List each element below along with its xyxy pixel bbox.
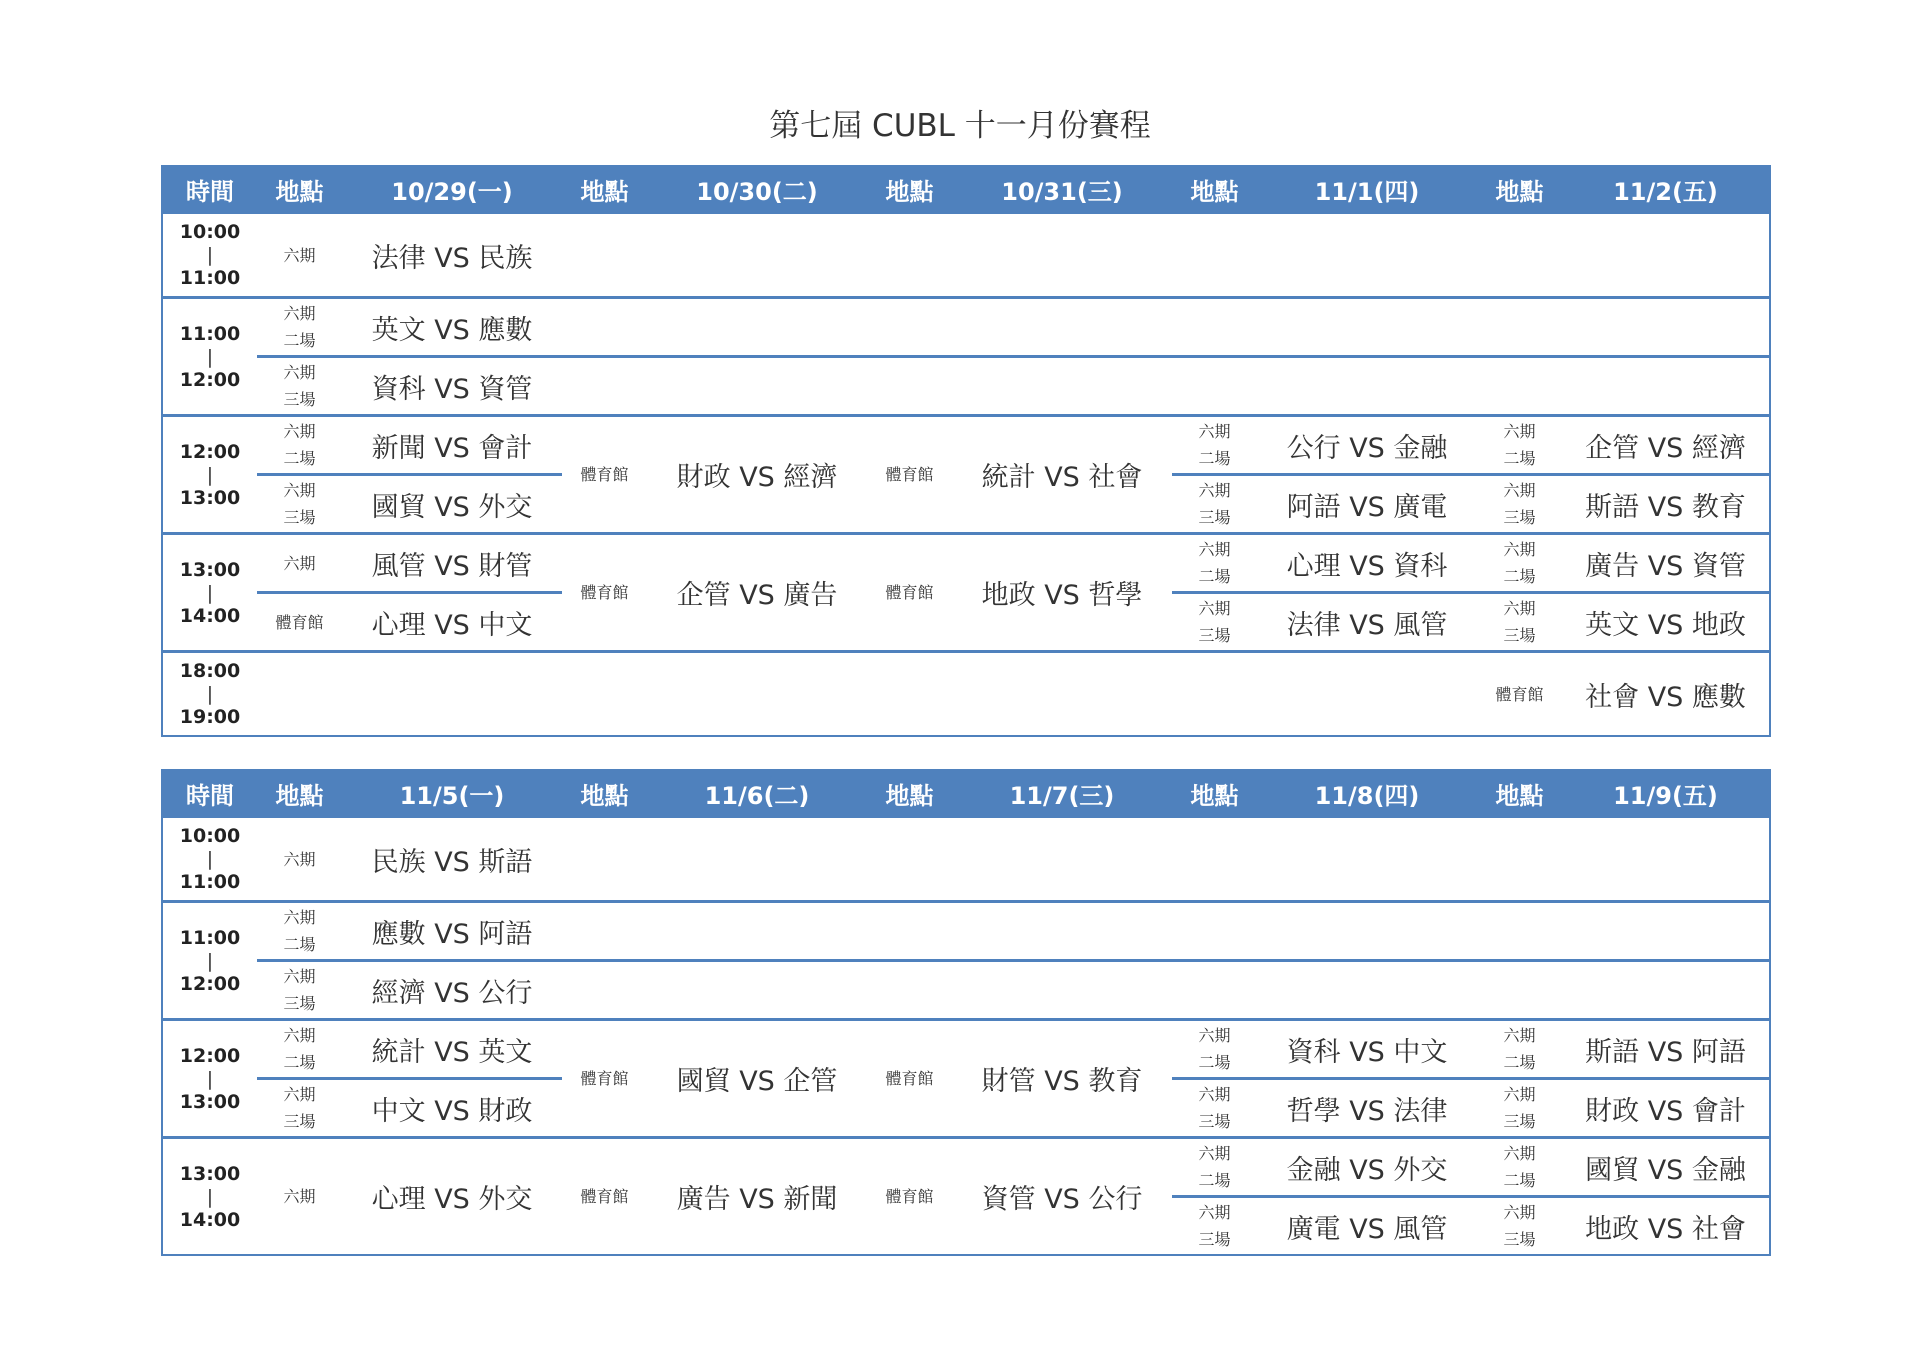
match-cell: 國貿 VS 外交 [342,475,562,534]
match-cell [1562,213,1770,298]
venue-label: 六期 [1198,1203,1231,1222]
time-end: 14:00 [179,1208,241,1231]
venue-cell [1477,298,1562,357]
time-separator: | [206,683,214,705]
venue-court-label: 三場 [283,508,316,527]
time-slot-cell [162,416,257,534]
venue-cell [1477,213,1562,298]
venue-label: 六期 [283,1026,316,1045]
column-header: 11/8(四) [1257,770,1477,817]
venue-label: 六期 [283,422,316,441]
venue-cell [867,357,952,416]
venue-cell [867,817,952,902]
venue-cell [257,213,342,298]
match-cell: 廣告 VS 新聞 [647,1138,867,1256]
venue-cell [867,961,952,1020]
match-cell: 資管 VS 公行 [952,1138,1172,1256]
venue-cell [257,961,342,1020]
venue-label: 六期 [283,245,316,265]
venue-label: 六期 [283,1187,316,1206]
match-cell: 心理 VS 中文 [342,593,562,652]
match-cell [647,817,867,902]
table-row [162,817,1770,902]
venue-cell [562,213,647,298]
venue-cell [1172,593,1257,652]
venue-cell [257,475,342,534]
time-separator: | [206,244,214,266]
table-header-row [162,770,1770,817]
venue-cell [1477,961,1562,1020]
column-header: 11/7(三) [952,770,1172,817]
table-row [162,652,1770,737]
venue-court-label: 三場 [1198,1230,1231,1249]
venue-cell [1172,1138,1257,1197]
table-row [162,298,1770,357]
venue-cell [867,534,952,652]
venue-label: 六期 [1198,599,1231,618]
column-header: 10/29(一) [342,166,562,213]
venue-cell [1172,213,1257,298]
table-header-row [162,166,1770,213]
match-cell [647,298,867,357]
column-header: 11/6(二) [647,770,867,817]
match-cell [952,902,1172,961]
venue-court-label: 三場 [283,994,316,1013]
venue-label: 體育館 [580,1069,629,1088]
time-start: 11:00 [179,926,241,949]
venue-court-label: 三場 [283,1112,316,1131]
match-cell: 統計 VS 英文 [342,1020,562,1079]
venue-cell [1477,1197,1562,1256]
match-cell [1562,902,1770,961]
match-cell: 心理 VS 外交 [342,1138,562,1256]
match-cell: 阿語 VS 廣電 [1257,475,1477,534]
match-cell: 斯語 VS 教育 [1562,475,1770,534]
venue-cell [867,652,952,737]
time-separator: | [206,463,214,486]
venue-cell [867,298,952,357]
venue-label: 體育館 [580,1187,629,1206]
venue-cell [1172,357,1257,416]
venue-cell [257,593,342,652]
venue-cell [1477,817,1562,902]
venue-cell [1477,357,1562,416]
venue-label: 六期 [1198,1144,1231,1163]
venue-cell [562,298,647,357]
match-cell [1257,213,1477,298]
table-row [162,534,1770,593]
match-cell: 國貿 VS 金融 [1562,1138,1770,1197]
venue-court-label: 三場 [1503,1230,1536,1249]
match-cell: 法律 VS 風管 [1257,593,1477,652]
venue-cell [1477,652,1562,737]
match-cell: 資科 VS 資管 [342,357,562,416]
venue-cell [562,817,647,902]
venue-cell [1172,1020,1257,1079]
column-header: 地點 [257,770,342,817]
match-cell [647,902,867,961]
page-title: 第七屆 CUBL 十一月份賽程 [769,108,1151,144]
venue-cell [867,1138,952,1256]
venue-label: 六期 [1198,1085,1231,1104]
venue-label: 六期 [283,553,316,573]
venue-cell [1477,416,1562,475]
time-start: 12:00 [179,440,241,463]
match-cell: 英文 VS 地政 [1562,593,1770,652]
venue-court-label: 三場 [1503,626,1536,645]
match-cell [1562,357,1770,416]
match-cell: 斯語 VS 阿語 [1562,1020,1770,1079]
time-end: 12:00 [179,368,241,391]
time-end: 19:00 [179,706,241,728]
match-cell [952,213,1172,298]
column-header: 11/5(一) [342,770,562,817]
match-cell: 中文 VS 財政 [342,1079,562,1138]
venue-cell [257,534,342,593]
time-start: 12:00 [179,1044,241,1067]
venue-label: 六期 [1198,481,1231,500]
match-cell: 民族 VS 斯語 [342,817,562,902]
venue-cell [562,1138,647,1256]
match-cell [1562,298,1770,357]
column-header: 地點 [1172,166,1257,213]
time-end: 14:00 [179,604,241,627]
column-header: 地點 [1477,166,1562,213]
column-header: 11/1(四) [1257,166,1477,213]
match-cell [1257,902,1477,961]
venue-cell [257,1079,342,1138]
venue-court-label: 二場 [1198,449,1231,468]
time-slot-cell [162,298,257,416]
time-separator: | [206,1185,214,1208]
match-cell: 心理 VS 資科 [1257,534,1477,593]
time-end: 13:00 [179,1090,241,1113]
match-cell: 應數 VS 阿語 [342,902,562,961]
table-row [162,1138,1770,1197]
column-header: 11/2(五) [1562,166,1770,213]
venue-label: 體育館 [885,1187,934,1206]
venue-cell [562,902,647,961]
match-cell: 國貿 VS 企管 [647,1020,867,1138]
match-cell [647,961,867,1020]
venue-label: 六期 [1503,1026,1536,1045]
venue-label: 六期 [283,1085,316,1104]
venue-court-label: 二場 [1503,1171,1536,1190]
venue-label: 六期 [283,967,316,986]
time-end: 12:00 [179,972,241,995]
venue-cell [1477,902,1562,961]
match-cell [952,298,1172,357]
venue-label: 體育館 [275,612,324,632]
column-header: 10/31(三) [952,166,1172,213]
column-header: 10/30(二) [647,166,867,213]
venue-label: 六期 [283,363,316,382]
venue-court-label: 二場 [283,449,316,468]
time-slot-cell [162,902,257,1020]
time-end: 11:00 [179,267,241,289]
venue-court-label: 二場 [283,935,316,954]
match-cell: 財政 VS 經濟 [647,416,867,534]
venue-court-label: 二場 [1198,567,1231,586]
match-cell [1562,961,1770,1020]
venue-label: 六期 [283,908,316,927]
venue-label: 六期 [1198,540,1231,559]
time-start: 13:00 [179,558,241,581]
match-cell: 法律 VS 民族 [342,213,562,298]
venue-label: 六期 [1198,1026,1231,1045]
venue-label: 六期 [1503,1203,1536,1222]
time-slot-cell [162,534,257,652]
venue-court-label: 二場 [1503,567,1536,586]
venue-court-label: 二場 [283,1053,316,1072]
venue-cell [1172,475,1257,534]
column-header: 地點 [562,166,647,213]
venue-court-label: 三場 [1198,626,1231,645]
match-cell: 企管 VS 廣告 [647,534,867,652]
venue-cell [1477,534,1562,593]
match-cell: 公行 VS 金融 [1257,416,1477,475]
time-start: 10:00 [179,221,241,243]
venue-label: 六期 [283,481,316,500]
time-slot-cell [162,213,257,298]
column-header: 時間 [162,770,257,817]
venue-cell [562,416,647,534]
venue-label: 體育館 [580,465,629,484]
venue-label: 六期 [283,304,316,323]
match-cell [952,652,1172,737]
venue-court-label: 二場 [1198,1171,1231,1190]
schedule-table-week-1 [161,165,1771,737]
venue-cell [257,1020,342,1079]
match-cell: 廣告 VS 資管 [1562,534,1770,593]
match-cell: 資科 VS 中文 [1257,1020,1477,1079]
match-cell [952,961,1172,1020]
venue-label: 六期 [1503,422,1536,441]
venue-cell [1477,1079,1562,1138]
match-cell [1257,298,1477,357]
match-cell [952,817,1172,902]
table-row [162,961,1770,1020]
venue-label: 六期 [1503,599,1536,618]
time-start: 10:00 [179,825,241,847]
table-row [162,416,1770,475]
match-cell: 哲學 VS 法律 [1257,1079,1477,1138]
venue-court-label: 三場 [1198,508,1231,527]
venue-court-label: 三場 [283,390,316,409]
venue-label: 六期 [1503,481,1536,500]
venue-cell [257,652,342,737]
venue-cell [1477,1020,1562,1079]
match-cell: 風管 VS 財管 [342,534,562,593]
venue-cell [257,902,342,961]
venue-cell [562,534,647,652]
venue-court-label: 三場 [1503,508,1536,527]
venue-cell [257,298,342,357]
time-slot-cell [162,1020,257,1138]
venue-label: 六期 [1198,422,1231,441]
venue-court-label: 三場 [1198,1112,1231,1131]
match-cell [647,652,867,737]
match-cell [1562,817,1770,902]
venue-cell [1172,1197,1257,1256]
venue-label: 體育館 [1495,684,1544,704]
time-slot-cell [162,817,257,902]
venue-label: 六期 [1503,1144,1536,1163]
table-row [162,357,1770,416]
venue-court-label: 二場 [1503,1053,1536,1072]
venue-cell [1172,652,1257,737]
venue-cell [562,961,647,1020]
venue-label: 六期 [1503,540,1536,559]
match-cell: 統計 VS 社會 [952,416,1172,534]
column-header: 地點 [867,166,952,213]
venue-label: 體育館 [885,1069,934,1088]
match-cell [342,652,562,737]
column-header: 地點 [1172,770,1257,817]
venue-label: 六期 [1503,1085,1536,1104]
column-header: 地點 [867,770,952,817]
time-start: 13:00 [179,1162,241,1185]
time-separator: | [206,949,214,972]
match-cell: 地政 VS 哲學 [952,534,1172,652]
match-cell [952,357,1172,416]
venue-cell [562,1020,647,1138]
venue-label: 六期 [283,849,316,869]
column-header: 地點 [562,770,647,817]
schedule-table-week-2 [161,769,1771,1256]
time-start: 18:00 [179,660,241,682]
match-cell [1257,357,1477,416]
venue-cell [1172,902,1257,961]
venue-cell [1172,961,1257,1020]
match-cell: 地政 VS 社會 [1562,1197,1770,1256]
venue-cell [867,902,952,961]
column-header: 地點 [257,166,342,213]
match-cell [1257,817,1477,902]
time-end: 11:00 [179,871,241,893]
column-header: 時間 [162,166,257,213]
venue-label: 體育館 [580,583,629,602]
venue-cell [867,1020,952,1138]
match-cell: 財政 VS 會計 [1562,1079,1770,1138]
table-row [162,1020,1770,1079]
match-cell: 廣電 VS 風管 [1257,1197,1477,1256]
venue-court-label: 二場 [1503,449,1536,468]
venue-cell [257,416,342,475]
venue-cell [1172,534,1257,593]
venue-cell [1172,298,1257,357]
venue-court-label: 三場 [1503,1112,1536,1131]
table-row [162,213,1770,298]
match-cell: 財管 VS 教育 [952,1020,1172,1138]
match-cell [1257,961,1477,1020]
venue-cell [562,652,647,737]
venue-cell [257,357,342,416]
venue-cell [257,1138,342,1256]
venue-cell [1477,1138,1562,1197]
venue-cell [1172,1079,1257,1138]
match-cell: 社會 VS 應數 [1562,652,1770,737]
time-separator: | [206,1067,214,1090]
venue-cell [562,357,647,416]
column-header: 11/9(五) [1562,770,1770,817]
time-separator: | [206,848,214,870]
venue-cell [867,213,952,298]
venue-label: 體育館 [885,465,934,484]
match-cell: 企管 VS 經濟 [1562,416,1770,475]
time-slot-cell [162,652,257,737]
venue-court-label: 二場 [283,331,316,350]
table-row [162,902,1770,961]
time-separator: | [206,581,214,604]
time-slot-cell [162,1138,257,1256]
match-cell: 金融 VS 外交 [1257,1138,1477,1197]
match-cell [647,357,867,416]
column-header: 地點 [1477,770,1562,817]
match-cell [1257,652,1477,737]
match-cell: 英文 VS 應數 [342,298,562,357]
match-cell [647,213,867,298]
venue-cell [1477,475,1562,534]
venue-cell [257,817,342,902]
match-cell: 經濟 VS 公行 [342,961,562,1020]
venue-cell [867,416,952,534]
venue-cell [1172,416,1257,475]
time-end: 13:00 [179,486,241,509]
time-start: 11:00 [179,322,241,345]
venue-label: 體育館 [885,583,934,602]
venue-cell [1477,593,1562,652]
match-cell: 新聞 VS 會計 [342,416,562,475]
venue-cell [1172,817,1257,902]
venue-court-label: 二場 [1198,1053,1231,1072]
time-separator: | [206,345,214,368]
